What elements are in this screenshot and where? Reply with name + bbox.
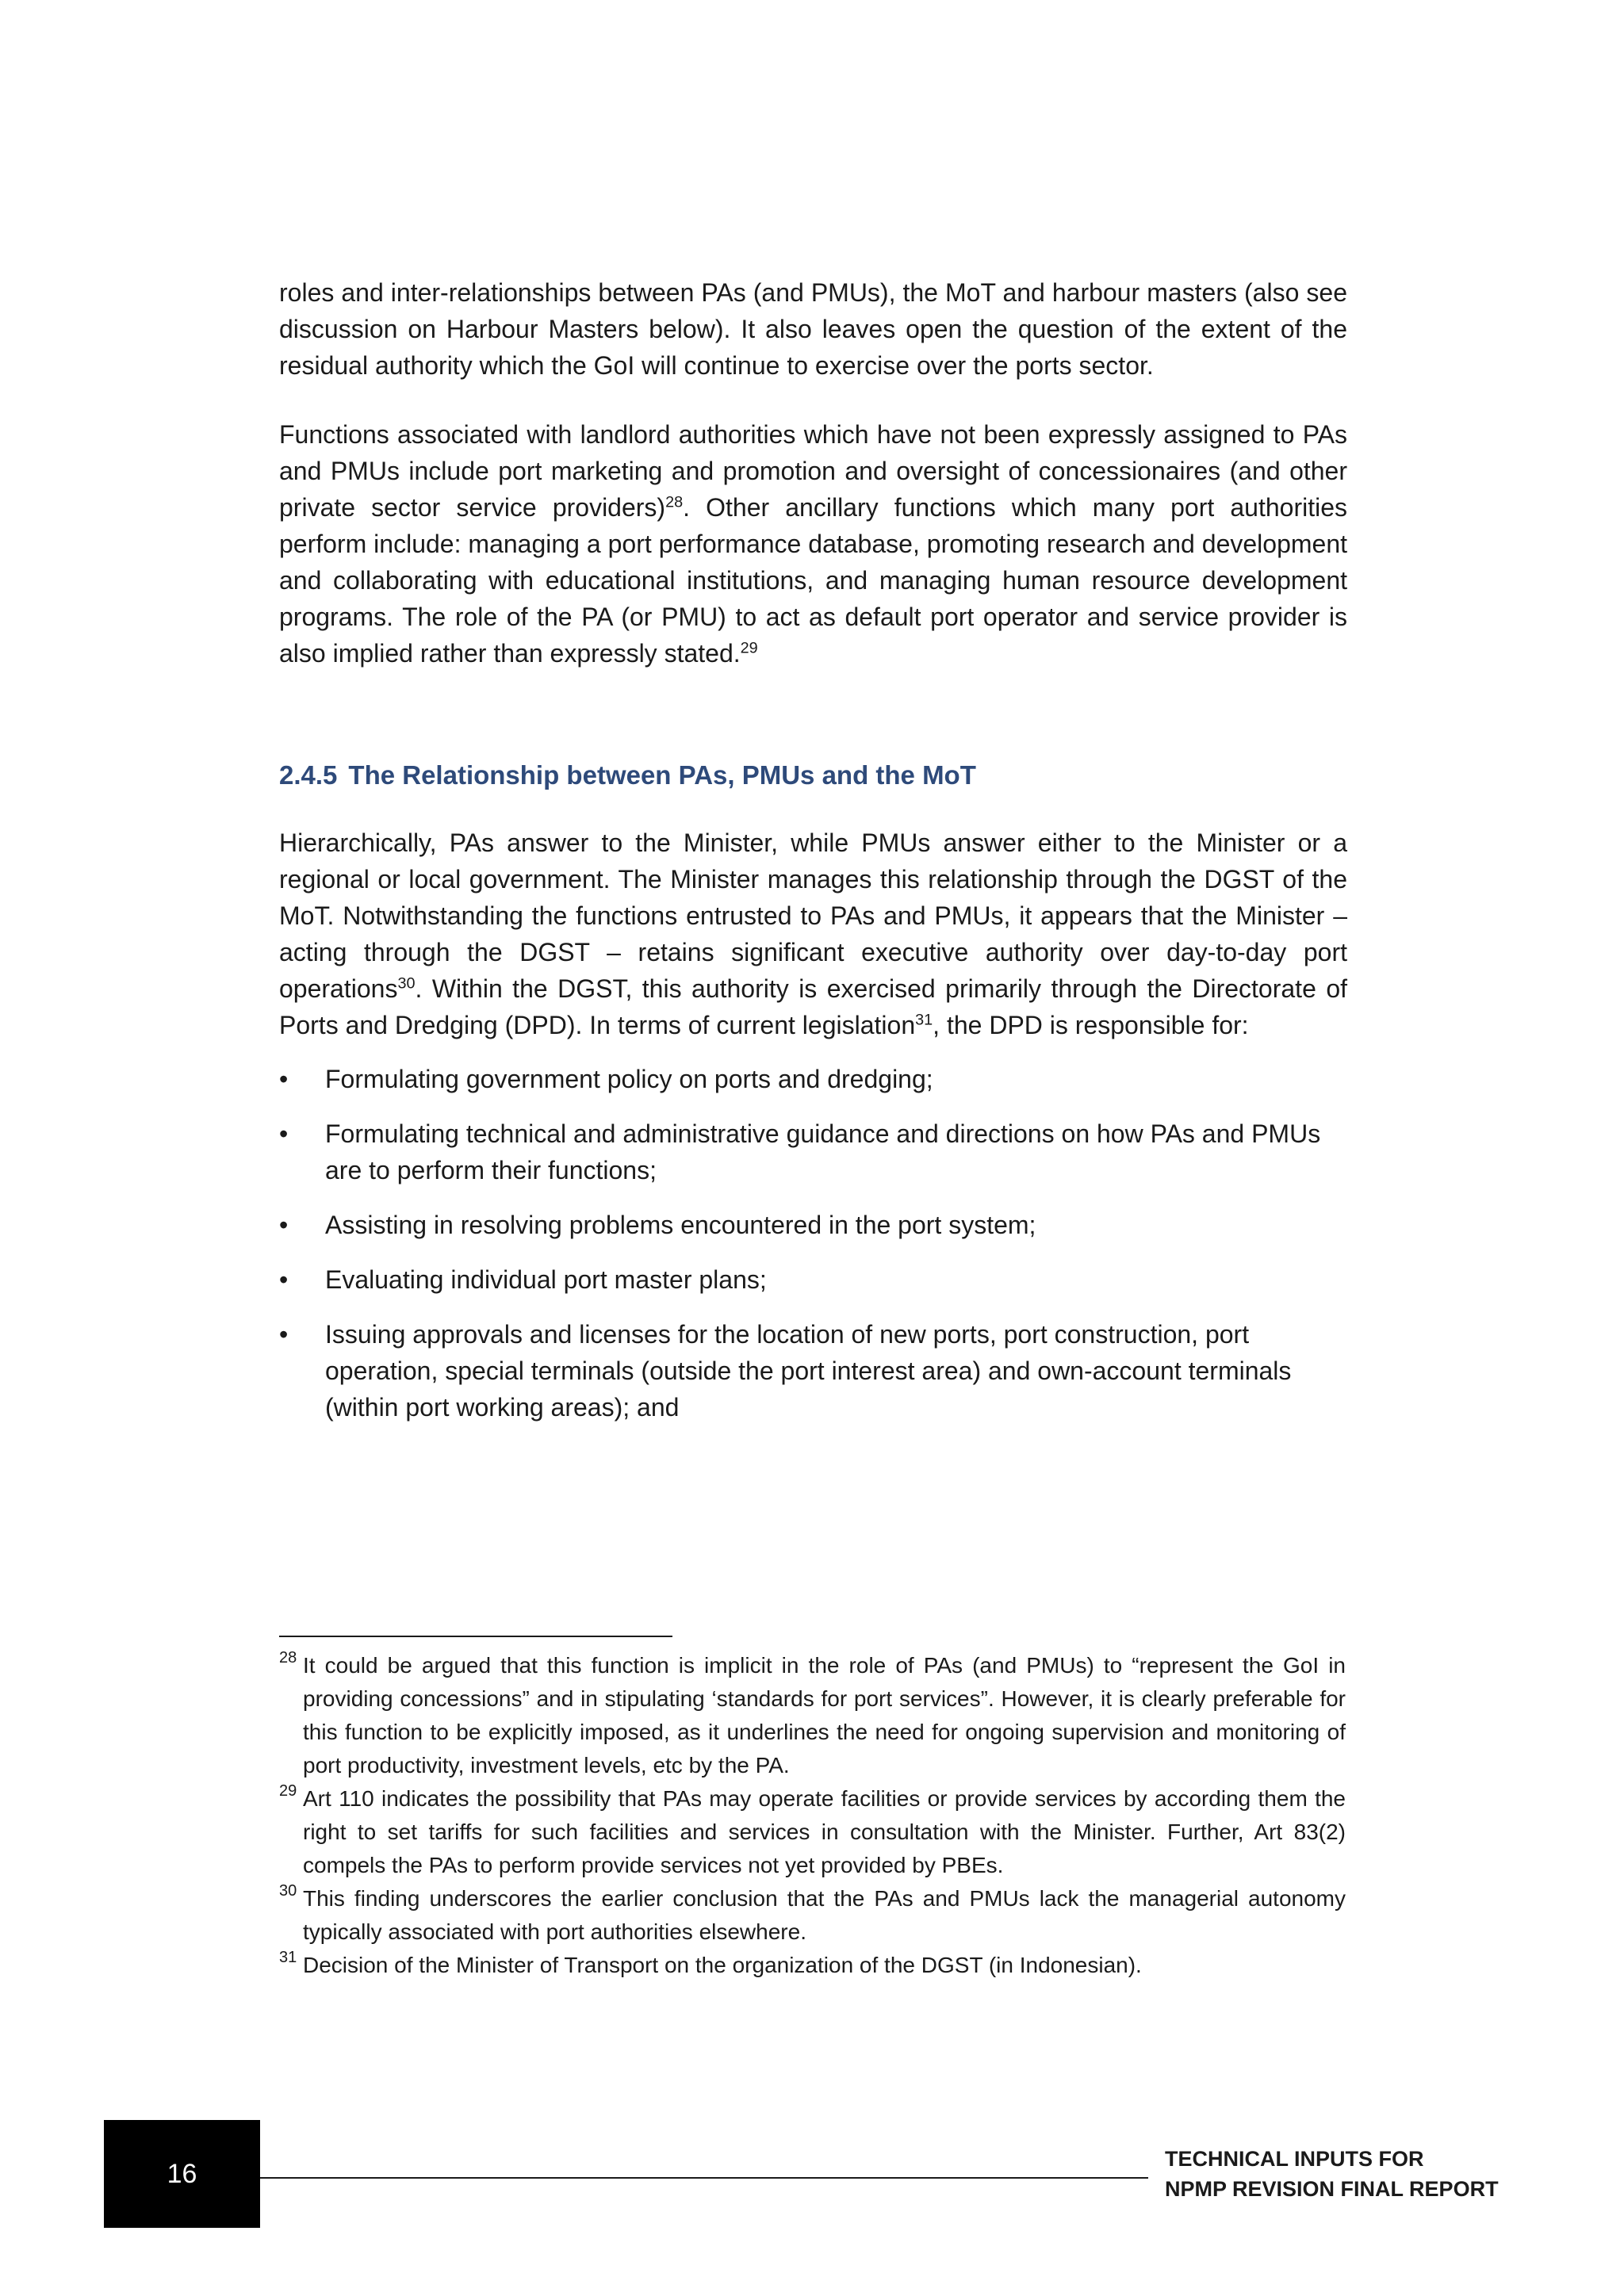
list-item-text: Assisting in resolving problems encountered in the port system; [325,1211,1036,1239]
main-content [279,274,1347,1444]
list-item-text: Issuing approvals and licenses for the location of new ports, port construction, port operation, special terminals (outside the port interest area) and own-account terminals (within port working areas); and [325,1320,1292,1422]
footnote-number: 30 [279,1882,297,1900]
list-item-text: Evaluating individual port master plans; [325,1265,767,1294]
bullet-icon: • [279,1265,289,1294]
footer-title-line: NPMP REVISION FINAL REPORT [1165,2177,1499,2201]
footnote-reference[interactable]: 31 [915,1011,933,1029]
footnote-text: Decision of the Minister of Transport on the organization of the DGST (in Indonesian). [303,1953,1142,1977]
bullet-list [279,1061,1347,1425]
body-paragraph [279,416,1347,672]
footnote-text: This finding underscores the earlier conclusion that the PAs and PMUs lack the managerial autonomy typically associated with port authorities elsewhere. [303,1886,1346,1944]
footnote-reference[interactable]: 30 [397,974,416,993]
footnote-divider [279,1636,672,1637]
footnote-text: It could be argued that this function is implicit in the role of PAs (and PMUs) to “represent the GoI in providing concessions” and in stipulating ‘standards for port services”. However, it is clearly preferable for this function to be explicitly imposed, as it underlines the need for ongoing supervision and monitoring of port productivity, investment levels, etc by the PA. [303,1653,1346,1777]
section-number: 2.4.5 [279,760,338,790]
paragraph-text: . Within the DGST, this authority is exercised primarily through the Directorate of Ports and Dredging (DPD). In terms of current legislation [279,974,1347,1039]
paragraph-text: , the DPD is responsible for: [933,1011,1249,1039]
footnote-number: 28 [279,1649,297,1667]
footer-title [1165,2144,1499,2204]
list-item [279,1207,1347,1243]
section-heading [279,757,1347,794]
page-number-box [104,2120,260,2228]
section-title: The Relationship between PAs, PMUs and the MoT [348,760,976,790]
footnote [279,1649,1346,1782]
bullet-icon: • [279,1320,289,1349]
list-item [279,1261,1347,1298]
footnotes [279,1649,1346,1982]
list-item-text: Formulating technical and administrative guidance and directions on how PAs and PMUs are to perform their functions; [325,1119,1321,1184]
list-item [279,1061,1347,1097]
bullet-icon: • [279,1211,289,1239]
list-item [279,1115,1347,1188]
footnote-number: 29 [279,1782,297,1800]
paragraph-text: Hierarchically, PAs answer to the Minister, while PMUs answer either to the Minister or a regional or local government. The Minister manages this relationship through the DGST of the MoT. Notwithstanding the functions entrusted to PAs and PMUs, it appears that the Minister – acting through the DGST – retains significant executive authority over day-to-day port operations [279,828,1347,1003]
paragraph-text: roles and inter-relationships between PAs (and PMUs), the MoT and harbour masters (also see discussion on Harbour Masters below). It also leaves open the question of the extent of the residual authority which the GoI will continue to exercise over the ports sector. [279,278,1347,380]
footnote-text: Art 110 indicates the possibility that PAs may operate facilities or provide services by according them the right to set tariffs for such facilities and services in consultation with the Minister. Further, Art 83(2) compels the PAs to perform provide services not yet provided by PBEs. [303,1786,1346,1877]
footnote-reference[interactable]: 28 [665,493,684,511]
bullet-icon: • [279,1119,289,1148]
page-number: 16 [167,2158,197,2189]
footnote [279,1782,1346,1882]
list-item [279,1316,1347,1425]
footnote [279,1882,1346,1949]
paragraph-text: . Other ancillary functions which many port authorities perform include: managing a port performance database, promoting research and development and collaborating with educational institutions, and managing human resource development programs. The role of the PA (or PMU) to act as default port operator and service provider is also implied rather than expressly stated. [279,493,1348,668]
footer-title-line: TECHNICAL INPUTS FOR [1165,2147,1424,2171]
footnote-reference[interactable]: 29 [740,639,758,657]
footnote-number: 31 [279,1949,297,1966]
bullet-icon: • [279,1065,289,1093]
list-item-text: Formulating government policy on ports and dredging; [325,1065,933,1093]
paragraph-text: Functions associated with landlord authorities which have not been expressly assigned to PAs and PMUs include port marketing and promotion and oversight of concessionaires (and other private sector service providers) [279,420,1347,522]
footer-divider [260,2177,1148,2179]
body-paragraph [279,274,1347,384]
footnote [279,1949,1346,1982]
body-paragraph [279,825,1347,1043]
